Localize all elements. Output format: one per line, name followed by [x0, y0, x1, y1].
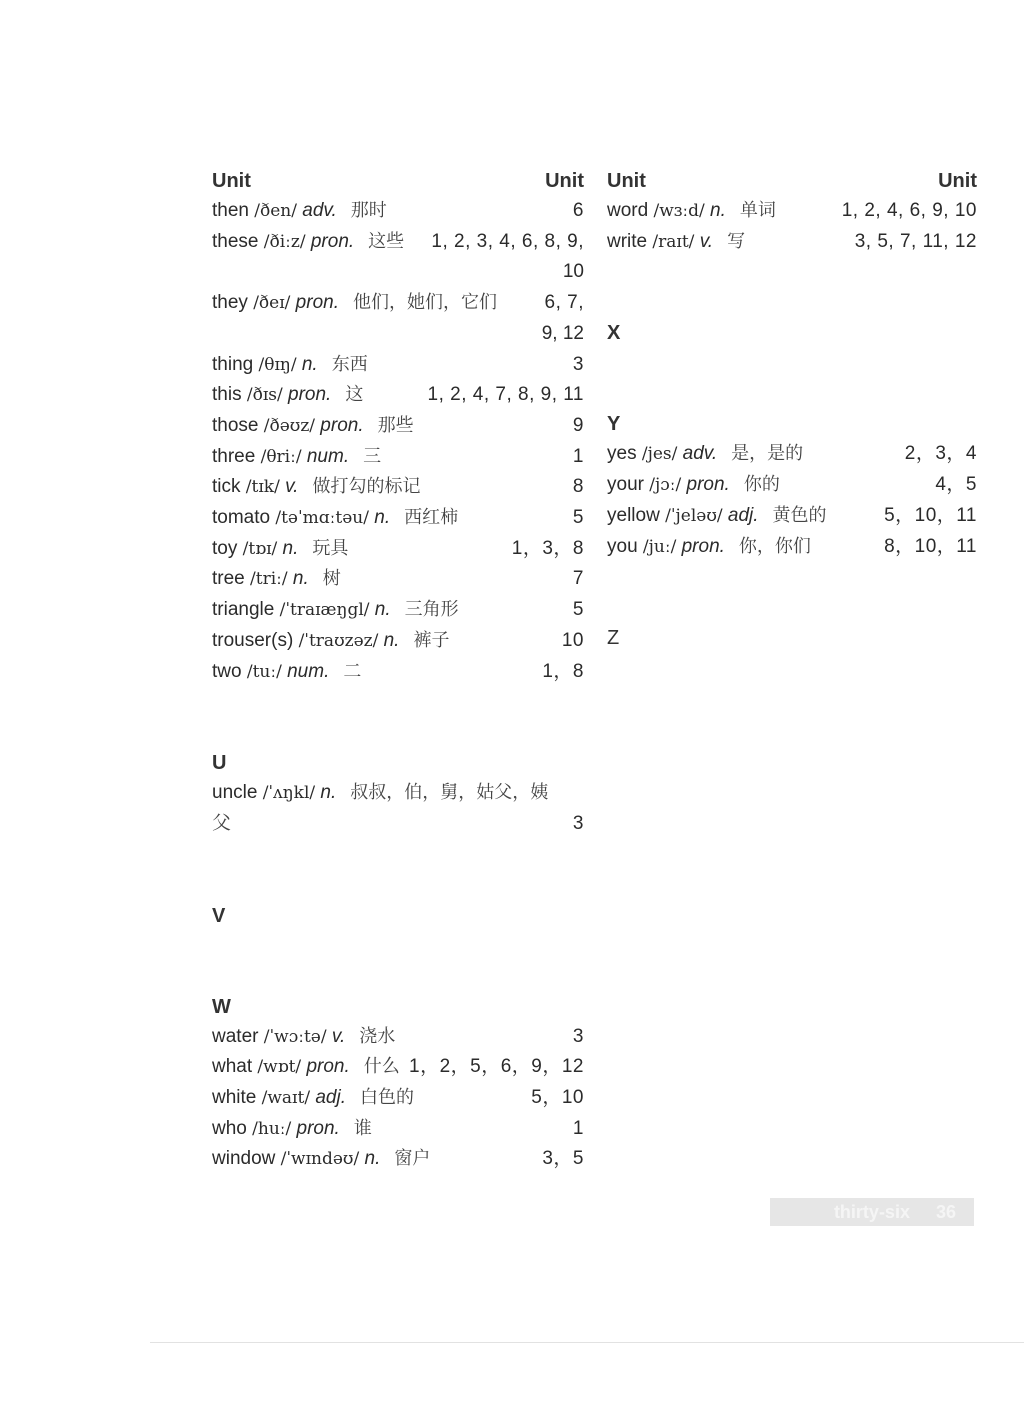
entry-chinese: 那些 — [377, 414, 414, 436]
header-label-left: Unit — [212, 170, 251, 192]
glossary-entry — [607, 470, 977, 501]
letter-heading-x: X — [607, 322, 621, 345]
scan-edge-line — [150, 1342, 1024, 1343]
glossary-entry — [212, 657, 584, 688]
w-entries-right — [607, 196, 977, 257]
glossary-entry — [212, 442, 584, 473]
entry-word: three — [212, 445, 256, 467]
entry-chinese: 裤子 — [413, 629, 450, 651]
unit-numbers: 4，5 — [935, 474, 977, 496]
entry-chinese: 二 — [343, 660, 362, 682]
glossary-entry — [212, 534, 584, 565]
header-label-right: Unit — [938, 170, 977, 192]
glossary-entry — [212, 626, 584, 657]
unit-numbers: 3 — [572, 353, 584, 375]
header-label-right: Unit — [545, 170, 584, 192]
entry-part-of-speech: n. — [320, 782, 337, 804]
entry-part-of-speech: pron. — [310, 230, 355, 252]
entry-chinese: 你的 — [743, 474, 780, 496]
entry-phonetic: /təˈmɑːtəu/ — [275, 508, 369, 529]
entry-phonetic: /ˈwɪndəʊ/ — [280, 1149, 360, 1170]
entry-phonetic: /ðiːz/ — [263, 231, 306, 252]
entry-chinese: 树 — [322, 568, 341, 590]
entry-part-of-speech: v. — [331, 1025, 346, 1047]
entry-word: those — [212, 414, 259, 436]
entry-word: triangle — [212, 599, 275, 621]
entry-part-of-speech: n. — [282, 537, 299, 559]
unit-numbers: 1，8 — [542, 660, 584, 682]
entry-word: tree — [212, 568, 245, 590]
unit-numbers: 8，10，11 — [884, 535, 977, 557]
page-number-bar — [770, 1198, 974, 1226]
entry-chinese: 叔叔，伯，舅，姑父，姨 — [350, 782, 549, 804]
unit-numbers: 1 — [572, 445, 584, 467]
entry-part-of-speech: pron. — [296, 1117, 340, 1139]
u-entries — [212, 778, 584, 839]
entry-word: toy — [212, 537, 238, 559]
glossary-entry-continued — [212, 257, 584, 288]
letter-heading-z: Z — [607, 627, 620, 650]
entry-phonetic: /jes/ — [641, 444, 678, 465]
entry-word: who — [212, 1117, 247, 1139]
entry-part-of-speech: pron. — [681, 535, 725, 557]
entry-word: window — [212, 1148, 276, 1170]
glossary-entry — [212, 380, 584, 411]
entry-phonetic: /ðɪs/ — [246, 385, 283, 406]
glossary-entry — [212, 1022, 584, 1053]
unit-numbers: 8 — [572, 476, 584, 498]
entry-word: your — [607, 474, 644, 496]
glossary-entry — [212, 196, 584, 227]
glossary-entry — [607, 196, 977, 227]
entry-phonetic: /ˈʌŋkl/ — [262, 783, 316, 804]
entry-chinese: 谁 — [353, 1117, 372, 1139]
unit-numbers: 5，10 — [531, 1087, 584, 1109]
entry-phonetic: /ðen/ — [254, 201, 297, 221]
entry-part-of-speech: n. — [364, 1148, 381, 1170]
entry-part-of-speech: n. — [301, 353, 318, 375]
page-number: 36 — [935, 1202, 956, 1222]
entry-part-of-speech: pron. — [295, 292, 339, 314]
entry-word: these — [212, 230, 259, 252]
entry-word: what — [212, 1056, 253, 1078]
entry-chinese: 白色的 — [359, 1087, 414, 1109]
entry-chinese: 那时 — [350, 200, 387, 221]
glossary-entry — [212, 1114, 584, 1145]
glossary-entry-continued — [212, 809, 584, 840]
entry-chinese: 单词 — [739, 200, 776, 221]
glossary-entry — [212, 1052, 584, 1083]
entry-chinese: 玩具 — [312, 537, 349, 559]
entry-part-of-speech: pron. — [320, 414, 364, 436]
entry-chinese: 三角形 — [404, 599, 459, 621]
header-label-left: Unit — [607, 170, 646, 192]
entry-part-of-speech: n. — [374, 599, 391, 621]
entry-chinese: 什么 — [363, 1056, 400, 1078]
entry-phonetic: /ˈtraʊzəz/ — [298, 630, 379, 651]
entry-chinese-continued: 父 — [212, 812, 232, 834]
unit-numbers: 6, 7, — [544, 292, 584, 314]
entry-chinese: 浇水 — [359, 1025, 396, 1047]
unit-numbers-continued: 10 — [562, 261, 584, 283]
entry-chinese: 窗户 — [394, 1148, 431, 1170]
letter-heading-u: U — [212, 752, 227, 775]
entry-part-of-speech: n. — [292, 568, 309, 590]
unit-numbers: 2，3，4 — [904, 443, 977, 465]
glossary-entry — [212, 564, 584, 595]
entry-word: two — [212, 660, 242, 682]
glossary-entry-continued — [212, 319, 584, 350]
glossary-entry — [607, 532, 977, 563]
entry-word: tomato — [212, 507, 271, 529]
entry-word: trouser(s) — [212, 629, 294, 651]
entry-word: thing — [212, 353, 254, 375]
entry-phonetic: /waɪt/ — [261, 1088, 311, 1109]
entry-chinese: 做打勾的标记 — [312, 476, 421, 498]
entry-chinese: 三 — [363, 445, 382, 467]
entry-word: white — [212, 1087, 257, 1109]
entry-word: uncle — [212, 782, 258, 804]
entry-chinese: 这 — [345, 384, 364, 406]
entry-word: this — [212, 384, 242, 406]
entry-part-of-speech: adj. — [727, 504, 759, 526]
entry-word: tick — [212, 476, 241, 498]
entry-phonetic: /tɒɪ/ — [242, 538, 278, 559]
entry-part-of-speech: pron. — [686, 474, 730, 496]
entry-phonetic: /raɪt/ — [652, 231, 695, 252]
unit-numbers-continued: 9, 12 — [541, 322, 584, 344]
glossary-entry — [607, 501, 977, 532]
entry-word: then — [212, 200, 249, 221]
entry-part-of-speech: num. — [306, 445, 350, 467]
entry-part-of-speech: num. — [287, 660, 330, 682]
entry-word: water — [212, 1025, 259, 1047]
entry-chinese: 西红柿 — [404, 507, 459, 529]
entry-phonetic: /triː/ — [250, 569, 288, 590]
entry-chinese: 写 — [727, 230, 746, 252]
entry-word: yes — [607, 443, 637, 465]
unit-numbers: 3, 5, 7, 11, 12 — [854, 230, 977, 252]
glossary-entry — [212, 1083, 584, 1114]
entry-word: they — [212, 292, 248, 314]
entry-part-of-speech: pron. — [306, 1056, 350, 1078]
entry-word: yellow — [607, 504, 660, 526]
glossary-entry — [607, 439, 977, 470]
glossary-entry — [212, 778, 584, 809]
entry-phonetic: /ðəʊz/ — [263, 415, 316, 436]
left-column — [212, 166, 584, 1175]
unit-numbers: 1, 2, 4, 7, 8, 9, 11 — [427, 384, 584, 406]
glossary-entry — [212, 350, 584, 381]
unit-numbers: 10 — [561, 629, 584, 651]
unit-numbers: 5 — [572, 507, 584, 529]
unit-numbers: 3 — [572, 812, 584, 834]
entry-part-of-speech: adv. — [682, 443, 718, 465]
entry-phonetic: /ˈtraɪæŋgl/ — [279, 600, 370, 621]
entry-part-of-speech: v. — [699, 230, 714, 252]
right-column — [607, 166, 977, 653]
column-header — [212, 166, 584, 196]
glossary-entry — [212, 595, 584, 626]
entry-chinese: 这些 — [368, 230, 405, 252]
entry-chinese: 他们，她们，它们 — [352, 292, 497, 314]
page-number-word: thirty-six — [833, 1202, 910, 1222]
letter-heading-w: W — [212, 995, 231, 1018]
entry-phonetic: /huː/ — [252, 1118, 292, 1139]
entry-word: you — [607, 535, 638, 557]
unit-numbers: 1，3，8 — [511, 537, 584, 559]
entry-part-of-speech: pron. — [288, 384, 332, 406]
entry-chinese: 东西 — [331, 353, 368, 375]
entry-phonetic: /jɔː/ — [649, 475, 682, 496]
unit-numbers: 1，2，5，6，9，12 — [409, 1056, 584, 1078]
entry-phonetic: /ˈjeləʊ/ — [665, 505, 723, 526]
entry-phonetic: /θɪŋ/ — [258, 354, 297, 375]
unit-numbers: 3 — [572, 1025, 584, 1047]
unit-numbers: 7 — [572, 568, 584, 590]
unit-numbers: 1 — [572, 1117, 584, 1139]
glossary-entry — [212, 1144, 584, 1175]
entry-part-of-speech: n. — [374, 507, 391, 529]
entry-word: write — [607, 230, 648, 252]
entry-phonetic: /tɪk/ — [245, 477, 280, 498]
unit-numbers: 6 — [572, 200, 584, 221]
glossary-entry — [212, 227, 584, 258]
entry-phonetic: /wɜːd/ — [653, 201, 705, 221]
unit-numbers: 9 — [572, 414, 584, 436]
entry-part-of-speech: adj. — [315, 1087, 346, 1109]
entry-part-of-speech: n. — [383, 629, 400, 651]
entry-part-of-speech: n. — [710, 200, 726, 221]
entry-phonetic: /ðeɪ/ — [253, 293, 291, 314]
entry-chinese: 你，你们 — [738, 535, 811, 557]
entry-chinese: 是，是的 — [731, 443, 804, 465]
glossary-entry — [212, 472, 584, 503]
letter-heading-y: Y — [607, 413, 621, 436]
column-header — [607, 166, 977, 196]
entry-phonetic: /tuː/ — [246, 661, 282, 682]
glossary-entry — [212, 503, 584, 534]
entry-word: word — [607, 200, 649, 221]
entry-phonetic: /wɒt/ — [257, 1057, 302, 1078]
entry-chinese: 黄色的 — [772, 504, 827, 526]
unit-numbers: 1, 2, 3, 4, 6, 8, 9, — [431, 230, 584, 252]
entry-phonetic: /ˈwɔːtə/ — [263, 1026, 327, 1047]
entry-part-of-speech: v. — [285, 476, 299, 498]
letter-heading-v: V — [212, 904, 226, 927]
unit-numbers: 5，10，11 — [884, 504, 977, 526]
t-entries — [212, 196, 584, 687]
glossary-entry — [212, 411, 584, 442]
w-entries — [212, 1022, 584, 1176]
entry-phonetic: /juː/ — [642, 536, 677, 557]
y-entries — [607, 439, 977, 562]
unit-numbers: 1, 2, 4, 6, 9, 10 — [841, 200, 977, 221]
glossary-entry — [212, 288, 584, 319]
unit-numbers: 5 — [572, 599, 584, 621]
unit-numbers: 3，5 — [542, 1148, 584, 1170]
glossary-entry — [607, 227, 977, 258]
entry-phonetic: /θriː/ — [260, 446, 302, 467]
entry-part-of-speech: adv. — [302, 200, 337, 221]
